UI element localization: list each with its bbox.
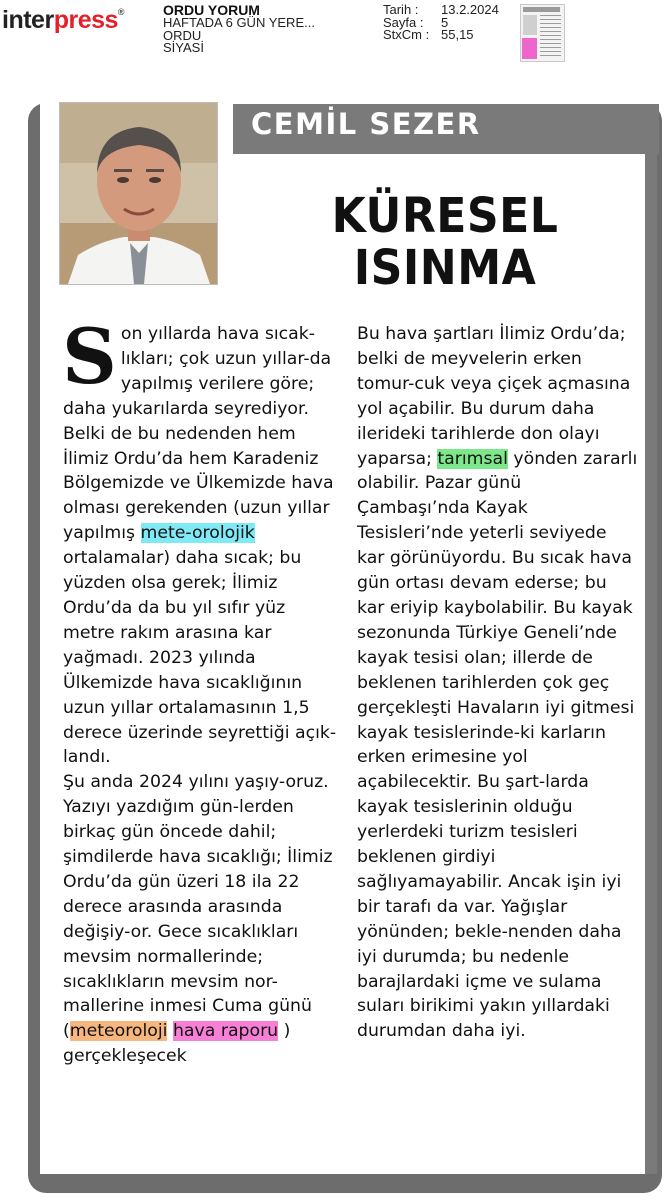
article-paragraph	[357, 322, 639, 1044]
publication-info	[163, 4, 315, 55]
highlight-orange: meteoroloji	[69, 1021, 168, 1042]
logo-registered-mark: ®	[117, 7, 125, 17]
paragraph-text: Şu anda 2024 yılını yaşıy-oruz. Yazıyı yazdığım gün-lerden birkaç gün öncede dahil; şimdilerde hava sıcaklığı; İlimiz Ordu’da gün üzeri 18 ila 22 derece arasında arasında değişiy-or. Gece sıcaklıkları mevsim normallerinde; sıcaklıkların mevsim nor-mallerine inmesi Cuma günü (	[63, 772, 333, 1042]
author-portrait-image	[60, 103, 217, 284]
paragraph-text: yönden zararlı olabilir. Pazar günü Çambaşı’nda Kayak Tesisleri’nde yeterli seviyede kar görünüyordu. Bu sıcak hava gün ortası devam ederse; bu kar eriyip kaybolabilir. Bu kayak sezonunda Türkiye Geneli’nde kayak tesisi olan; illerde de beklenen tarihlerden çok geç gerçekleşti Havaların iyi gitmesi kayak tesislerinde-ki karların erken erimesine yol açabilecektir. Bu şart-larda kayak tesislerinin olduğu yerlerdeki turizm tesisleri beklenen girdiyi sağlıyamayabilir. Ancak işin iyi bir tarafı da var. Yağışlar yönünden; bekle-nenden daha iyi durumda; bu nedenle barajlardaki içme ve sulama suları birikimi yakın yıllardaki durumdan daha iyi.	[357, 448, 638, 1042]
size-value: 55,15	[441, 27, 474, 42]
interpress-logo	[2, 8, 124, 33]
publication-frequency: HAFTADA 6 GÜN YERE...	[163, 15, 315, 30]
highlight-cyan: mete-orolojik	[140, 523, 255, 544]
article-headline	[312, 190, 579, 294]
clipping-meta	[383, 4, 499, 42]
page-value: 5	[441, 14, 449, 30]
paragraph-text: ) gerçekleşecek	[63, 1021, 291, 1067]
newspaper-page-thumbnail-icon[interactable]	[520, 4, 565, 62]
logo-suffix: press	[53, 6, 118, 34]
clipping-frame-edge	[645, 150, 657, 1174]
date-value: 13.2.2024	[441, 2, 499, 17]
paragraph-text: on yıllarda hava sıcak-lıkları; çok uzun yıllar-da yapılmış verilere göre; daha yukarılarda seyrediyor. Belki de bu nedenden hem İlimiz Ordu’da hem Karadeniz Bölgemizde ve Ülkemizde hava olması gerekenden (uzun yıllar yapılmış	[63, 324, 334, 544]
publication-section: SİYASİ	[163, 40, 204, 55]
logo-prefix: inter	[2, 6, 54, 34]
drop-cap: S	[62, 312, 117, 401]
paragraph-text: Bu hava şartları İlimiz Ordu’da; belki de meyvelerin erken tomur-cuk veya çiçek açmasına yol açabilir. Bu durum daha ilerideki tarihlerde don olayı yaparsa;	[357, 324, 631, 469]
date-label: Tarih :	[383, 2, 419, 17]
highlight-green: tarımsal	[437, 448, 508, 469]
size-label: StxCm :	[383, 27, 430, 42]
article-paragraph	[63, 770, 338, 1069]
paragraph-text: ortalamalar) daha sıcak; bu yüzden olsa gerek; İlimiz Ordu’da da bu yıl sıfır yüz metre rakım arasına kar yağmadı. 2023 yılında Ülkemizde hava sıcaklığının uzun yıllar ortalamasının 1,5 derece üzerinde seyrettiği açık-landı.	[63, 548, 337, 768]
author-name: CEMİL SEZER	[251, 107, 481, 141]
highlight-pink: hava raporu	[172, 1021, 279, 1042]
headline-line-1: KÜRESEL	[331, 188, 559, 244]
article-column-right	[357, 322, 639, 1044]
headline-line-2: ISINMA	[353, 240, 537, 296]
page-label: Sayfa :	[383, 14, 424, 30]
publication-city: ORDU	[163, 27, 202, 43]
author-photo	[59, 102, 218, 285]
article-paragraph	[62, 312, 338, 770]
article-column-left	[62, 312, 338, 1069]
publication-name: ORDU YORUM	[163, 2, 260, 18]
